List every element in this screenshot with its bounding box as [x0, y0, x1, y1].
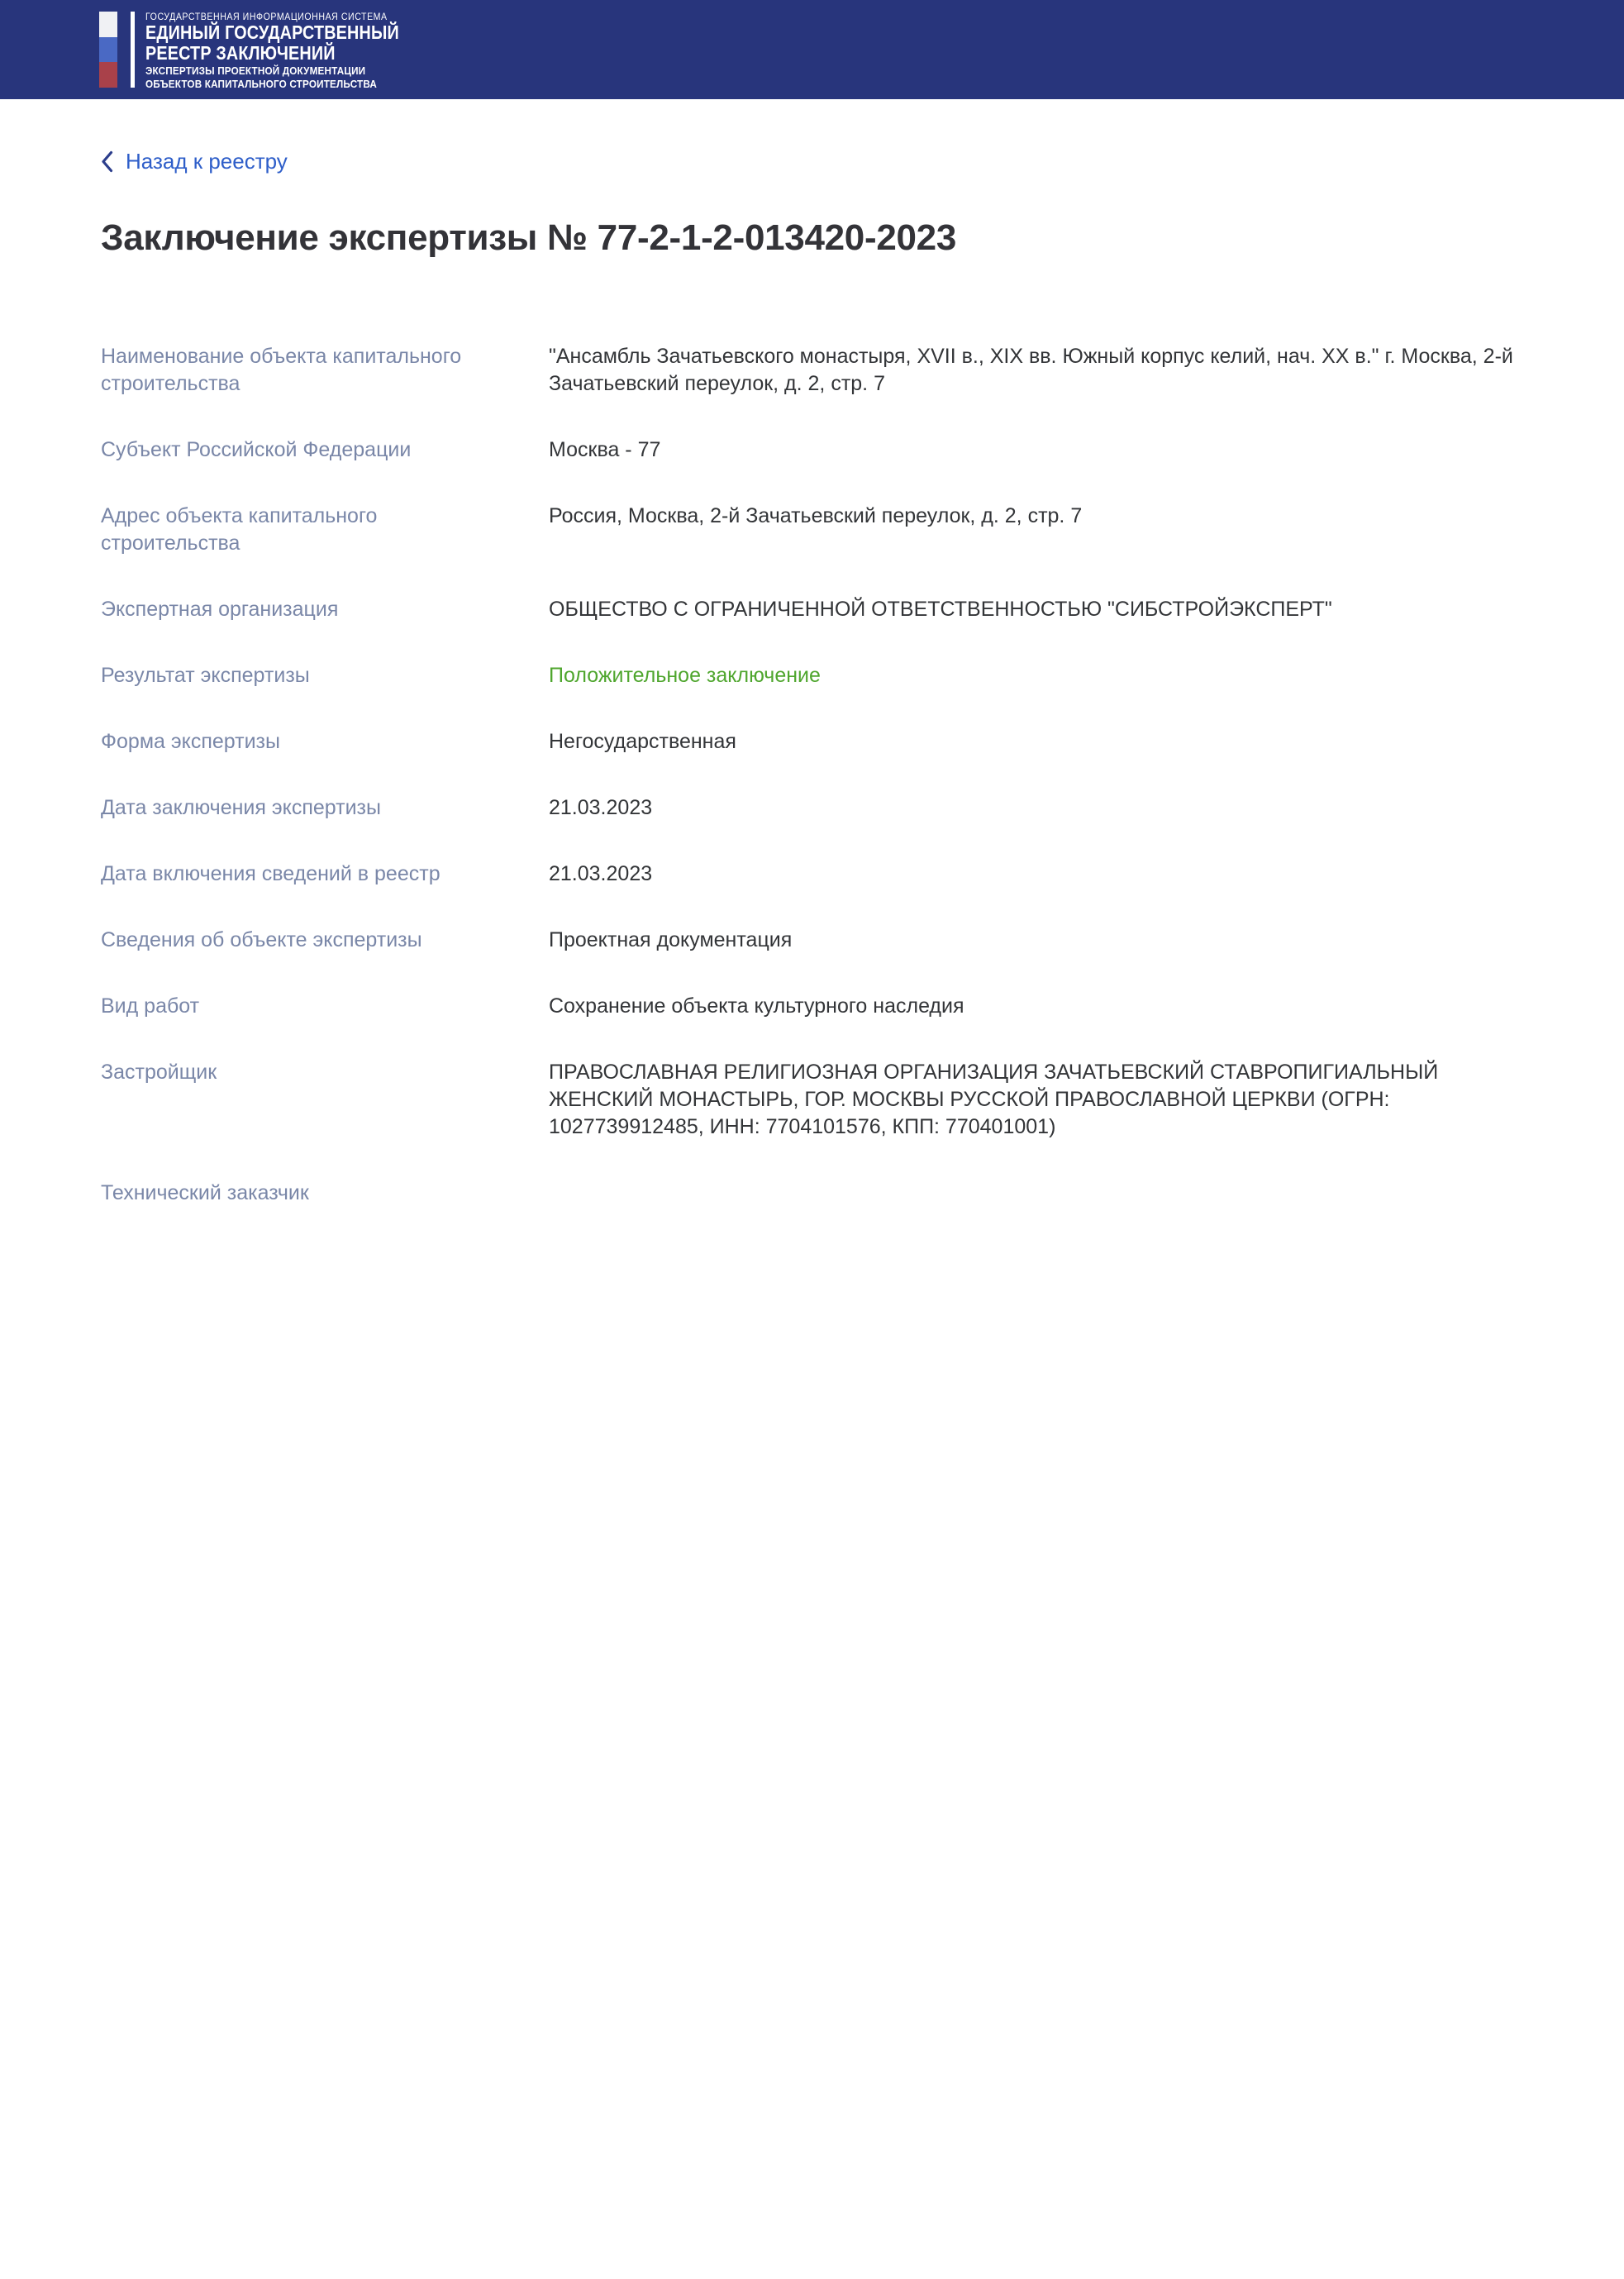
row-value: Россия, Москва, 2-й Зачатьевский переулок, д. 2, стр. 7 [549, 504, 1083, 527]
row-label: Результат экспертизы [101, 664, 310, 687]
row-value: 21.03.2023 [549, 796, 653, 819]
row-label: Технический заказчик [101, 1181, 309, 1204]
back-chevron-icon [101, 150, 113, 173]
app-header [0, 0, 1624, 99]
row-label: Наименование объекта капитального строительства [101, 345, 462, 395]
flag-stripe-blue [99, 37, 117, 63]
main-content [101, 99, 1525, 1207]
logo-title-line2: РЕЕСТР ЗАКЛЮЧЕНИЙ [145, 42, 336, 64]
row-label: Форма экспертизы [101, 730, 280, 753]
row-value: Сохранение объекта культурного наследия [549, 994, 964, 1018]
row-label: Дата включения сведений в реестр [101, 862, 441, 885]
row-label: Вид работ [101, 994, 200, 1018]
row-value: "Ансамбль Зачатьевского монастыря, XVII в., XIX вв. Южный корпус келий, нач. XX в." г. Москва, 2-й Зачатьевский переулок, д. 2, стр. 7 [549, 345, 1513, 395]
logo-text [145, 12, 441, 88]
logo-subtitle-line1: ЭКСПЕРТИЗЫ ПРОЕКТНОЙ ДОКУМЕНТАЦИИ [145, 64, 366, 77]
row-value: Проектная документация [549, 928, 793, 951]
row-label: Дата заключения экспертизы [101, 796, 381, 819]
flag-stripe-red [99, 62, 117, 88]
row-value: 21.03.2023 [549, 862, 653, 885]
app-logo[interactable] [99, 12, 441, 88]
back-to-register-link[interactable] [101, 149, 288, 174]
row-label: Экспертная организация [101, 598, 339, 621]
row-value: Негосударственная [549, 730, 736, 753]
row-label: Застройщик [101, 1061, 217, 1084]
row-label: Адрес объекта капитального строительства [101, 504, 378, 555]
page-title: Заключение экспертизы № 77-2-1-2-013420-2023 [101, 217, 957, 258]
row-value: Москва - 77 [549, 438, 661, 461]
logo-subtitle-line2: ОБЪЕКТОВ КАПИТАЛЬНОГО СТРОИТЕЛЬСТВА [145, 77, 378, 90]
row-label: Субъект Российской Федерации [101, 438, 412, 461]
logo-title-line1: ЕДИНЫЙ ГОСУДАРСТВЕННЫЙ [145, 21, 399, 43]
russian-flag-icon [99, 12, 117, 88]
row-value-expertise-result: Положительное заключение [549, 664, 821, 687]
row-value: ПРАВОСЛАВНАЯ РЕЛИГИОЗНАЯ ОРГАНИЗАЦИЯ ЗАЧАТЬЕВСКИЙ СТАВРОПИГИАЛЬНЫЙ ЖЕНСКИЙ МОНАСТЫРЬ, ГОР. МОСКВЫ РУССКОЙ ПРАВОСЛАВНОЙ ЦЕРКВИ (ОГРН: 1027739912485, ИНН: 7704101576, КПП: 770401001) [549, 1061, 1439, 1138]
details-list [101, 343, 1525, 1207]
logo-divider [131, 12, 135, 88]
back-link-label: Назад к реестру [126, 149, 288, 174]
row-label: Сведения об объекте экспертизы [101, 928, 422, 951]
flag-stripe-white [99, 12, 117, 37]
row-value: ОБЩЕСТВО С ОГРАНИЧЕННОЙ ОТВЕТСТВЕННОСТЬЮ "СИБСТРОЙЭКСПЕРТ" [549, 598, 1332, 621]
logo-system-label: ГОСУДАРСТВЕННАЯ ИНФОРМАЦИОННАЯ СИСТЕМА [145, 12, 388, 22]
row-value [549, 1180, 1525, 1207]
